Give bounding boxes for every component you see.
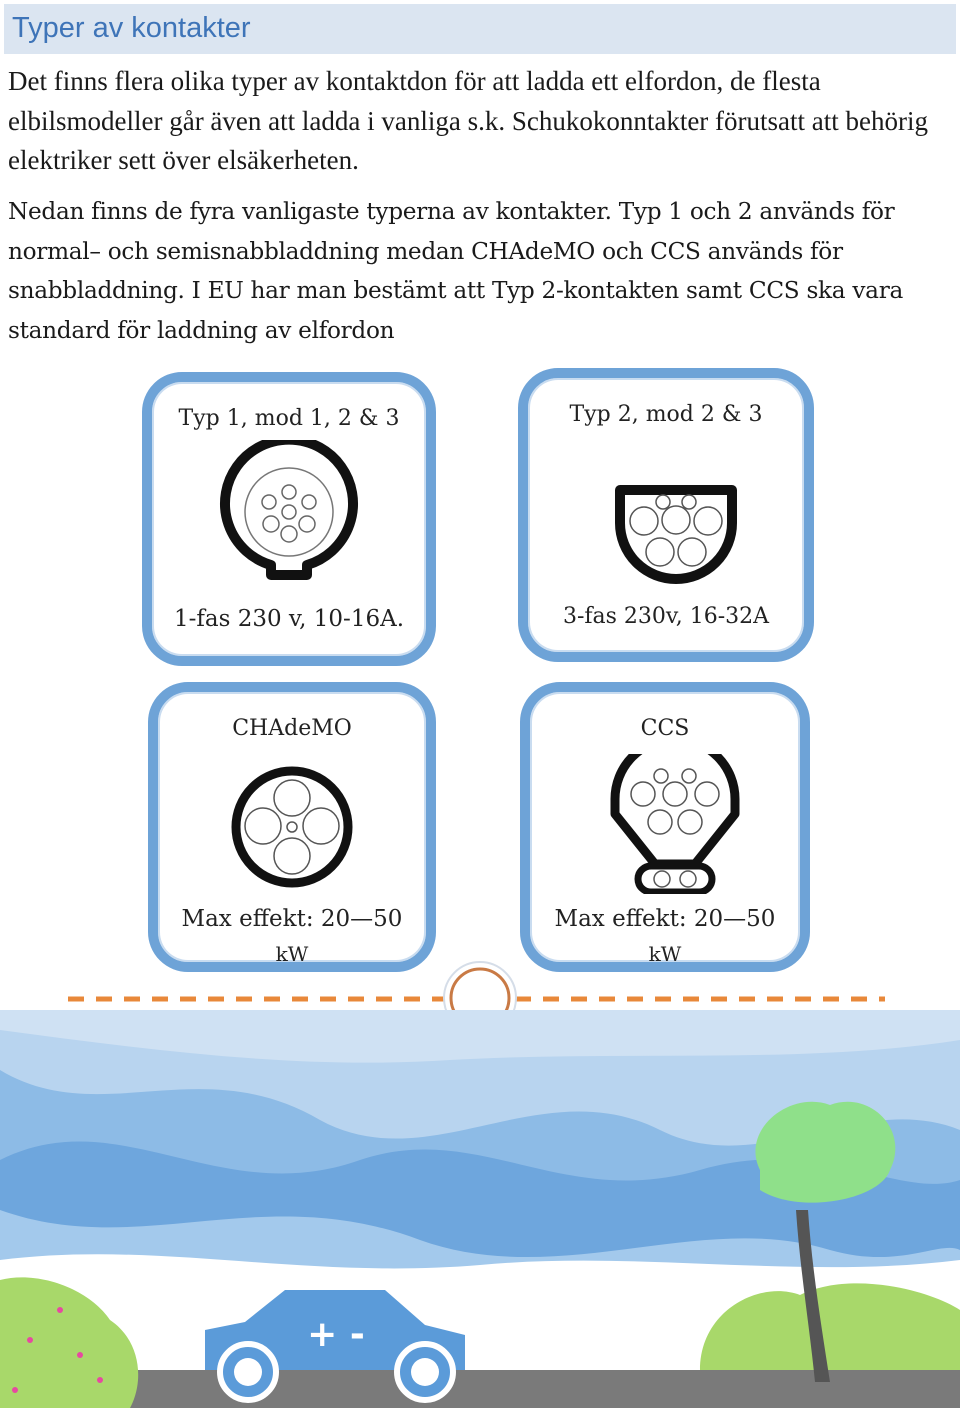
connector-card-type2 <box>518 368 814 662</box>
connector-name: Typ 1, mod 1, 2 & 3 <box>178 406 400 431</box>
connector-unit: kW <box>275 942 309 966</box>
ccs-connector-icon <box>610 754 740 894</box>
connector-name: Typ 2, mod 2 & 3 <box>569 402 763 427</box>
connector-card-chademo <box>148 682 436 972</box>
connector-name: CHAdeMO <box>232 716 352 741</box>
connector-spec: Max effekt: 20—50 <box>554 906 776 932</box>
landscape-illustration <box>0 1010 960 1408</box>
connector-spec: 1-fas 230 v, 10-16A. <box>173 606 405 632</box>
connector-card-type1 <box>142 372 436 666</box>
body-paragraph: Nedan finns de fyra vanligaste typerna av kontakter. Typ 1 och 2 används för normal– och semisnabbladdning medan CHAdeMO och CCS används för snabbladdning. I EU har man bestämt att Typ 2-kontakten samt CCS ska vara standard för laddning av elfordon <box>8 198 904 344</box>
connector-unit: kW <box>648 942 682 966</box>
connector-card-ccs <box>520 682 810 972</box>
intro-paragraph: Det finns flera olika typer av kontaktdon för att ladda ett elfordon, de flesta elbilsmodeller går även att ladda i vanliga s.k. Schukokonntakter förutsatt att behörig elektriker sett över elsäkerheten. <box>8 66 928 175</box>
page-title: Typer av kontakter <box>12 12 251 44</box>
connector-name: CCS <box>640 716 690 741</box>
type1-connector-icon <box>219 440 359 590</box>
connector-spec: 3-fas 230v, 16-32A <box>562 604 770 629</box>
chademo-connector-icon <box>227 762 357 892</box>
title-bar <box>4 4 956 54</box>
car-label: + - <box>307 1314 365 1355</box>
type2-connector-icon <box>606 478 746 588</box>
connector-spec: Max effekt: 20—50 <box>181 906 403 932</box>
